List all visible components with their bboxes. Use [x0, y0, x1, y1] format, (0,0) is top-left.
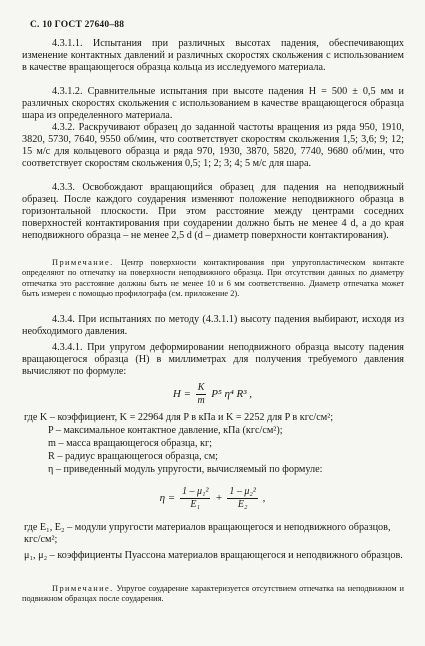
note-2 — [22, 584, 404, 605]
formula-eta-lhs: η = — [159, 492, 176, 505]
formula-eta-numerator-1: 1 – μ₁² — [181, 486, 209, 497]
definition-mu-symbol: μ₁, μ₂ – — [24, 550, 55, 561]
definition-e-symbol: где E₁, E₂ – — [24, 522, 73, 533]
definition-eta — [48, 464, 404, 476]
definition-k-symbol: где K – — [24, 412, 55, 423]
paragraph-4-3-2: 4.3.2. Раскручивают образец до заданной частоты вращения из ряда 950, 1910, 3820, 5730, 7640, 9550 об/мин, что соответствует скоростям скольжения 1,5; 3,6; 9; 12; 15 м/с для кольцевого образца и ряда 970, 1930, 3870, 5820, 7740, 9680 об/мин, что соответствует скоростям скольжения 0,5; 1; 2; 3; 4; 5 м/с для шара. — [22, 122, 404, 169]
formula-height-lhs: H = — [172, 388, 192, 401]
formula-height-denominator: m — [197, 395, 205, 406]
definition-m-symbol: m – — [48, 438, 64, 449]
paragraph-4-3-4-1: 4.3.4.1. При упругом деформировании неподвижного образца высоту падения вращающегося образца (H) в миллиметрах для получения требуемого давления вычисляют по формуле: — [22, 342, 404, 377]
formula-eta-fraction-2 — [227, 486, 258, 511]
definition-r-text: радиус вращающегося образца, см; — [64, 451, 218, 462]
note-2-text: Упругое соударение характеризуется отсутствием отпечатка на неподвижном и подвижном образцах после соударения. — [22, 584, 404, 604]
formula-height-numerator: K — [197, 382, 205, 393]
definition-k — [24, 412, 404, 424]
definition-eta-symbol: η – — [48, 464, 61, 475]
formula-eta-fraction-1 — [180, 486, 211, 511]
definition-p — [48, 425, 404, 437]
formula-eta-denominator-2: E₂ — [237, 499, 248, 510]
formula-eta-numerator-2: 1 – μ₂² — [229, 486, 256, 497]
definition-eta-text: приведенный модуль упругости, вычисляемый по формуле: — [63, 464, 323, 475]
note-1 — [22, 258, 404, 300]
page-header: С. 10 ГОСТ 27640–88 — [30, 20, 125, 30]
definition-e — [24, 522, 404, 546]
formula-height-fraction — [196, 382, 207, 407]
formula-eta-plus: + — [215, 492, 223, 505]
note-2-label: Примечание. — [52, 584, 114, 593]
formula-height-rest: P⁵ η⁴ R³ , — [211, 388, 253, 401]
definition-m — [48, 438, 404, 450]
paragraph-4-3-1-2: 4.3.1.2. Сравнительные испытания при высоте падения H = 500 ± 0,5 мм и различных скоростях скольжения с использованием в качестве вращающегося образца шара из определенного материала. — [22, 86, 404, 121]
definition-mu — [24, 550, 404, 562]
formula-height — [0, 382, 425, 407]
formula-eta-denominator-1: E₁ — [190, 499, 201, 510]
formula-eta-tail: , — [262, 492, 266, 505]
paragraph-4-3-1-1: 4.3.1.1. Испытания при различных высотах падения, обеспечивающих изменение контактных давлений и различных скоростях скольжения с использованием в качестве вращающегося образца кольца из исследуемого материала. — [22, 38, 404, 73]
definition-p-symbol: P – — [48, 425, 61, 436]
paragraph-4-3-3: 4.3.3. Освобождают вращающийся образец для падения на неподвижный образец. После каждого соударения изменяют положение неподвижного образца в горизонтальной плоскости. При этом расстояние между центрами соседних поверхностей контактирования при соударении должно быть не менее 4 d, а до края неподвижного образца – не менее 2,5 d (d – диаметр поверхности контактирования). — [22, 182, 404, 241]
definition-m-text: масса вращающегося образца, кг; — [66, 438, 212, 449]
definition-mu-text: коэффициенты Пуассона материалов вращающегося и неподвижного образцов. — [57, 550, 403, 561]
definition-r-symbol: R – — [48, 451, 63, 462]
paragraph-4-3-4: 4.3.4. При испытаниях по методу (4.3.1.1) высоту падения выбирают, исходя из необходимого давления. — [22, 314, 404, 337]
definition-p-text: максимальное контактное давление, кПа (кгс/см²); — [63, 425, 283, 436]
formula-eta — [0, 486, 425, 511]
definition-r — [48, 451, 404, 463]
note-1-label: Примечание. — [52, 258, 114, 267]
definition-e-text: модули упругости материалов вращающегося и неподвижного образцов, кгс/см²; — [24, 522, 391, 545]
note-1-text: Центр поверхности контактирования при упругопластическом контакте определяют по отпечатку на поверхности неподвижного образца. При отсутствии данных по диаметру отпечатка это расстояние должны быть не менее 10 и 6 мм соответственно. Диаметр отпечатка может быть измерен с помощью профилографа (см. приложение 2). — [22, 258, 404, 299]
definition-k-text: коэффициент, K = 22964 для P в кПа и K = 2252 для P в кгс/см²; — [57, 412, 334, 423]
